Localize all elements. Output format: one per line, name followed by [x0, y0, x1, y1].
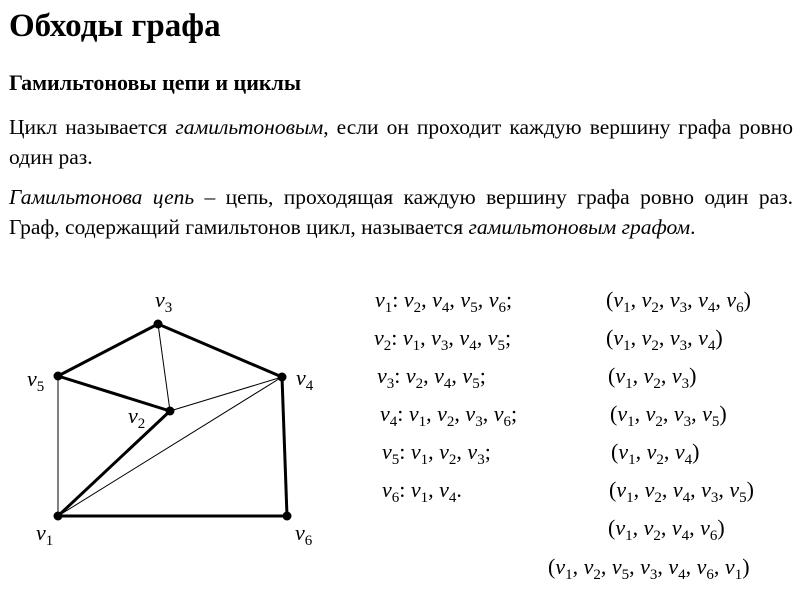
p1-text-start: Цикл называется	[9, 115, 176, 139]
page-title: Обходы графа	[9, 8, 221, 44]
vertex-v5	[54, 372, 63, 381]
path-item: ($v_1$, $v_2$, $v_4$, $v_6$)	[608, 515, 725, 544]
vertex-label-v1: $v_1$	[36, 520, 54, 549]
p2-text-middle: – цепь, проходящая каждую вершину графа ровно один раз. Граф, содержащий гамильтонов цикл, называется	[9, 185, 793, 239]
path-item: ($v_1$, $v_2$, $v_4$)	[611, 439, 700, 468]
edge-v5-v3	[58, 324, 158, 376]
path-item: ($v_1$, $v_2$, $v_3$, $v_4$, $v_6$)	[606, 287, 751, 316]
adjacency-row: $v_6$: $v_1$, $v_4$.	[382, 477, 462, 506]
vertex-label-v2: $v_2$	[128, 403, 146, 432]
vertex-v6	[283, 512, 292, 521]
edge-v3-v2	[158, 324, 170, 411]
p2-term2: гамильтоновым графом	[468, 215, 691, 239]
path-item: ($v_1$, $v_2$, $v_3$, $v_4$)	[606, 325, 723, 354]
path-item: ($v_1$, $v_2$, $v_3$)	[608, 363, 697, 392]
path-item: ($v_1$, $v_2$, $v_3$, $v_5$)	[610, 401, 727, 430]
section-subtitle: Гамильтоновы цепи и циклы	[9, 70, 302, 95]
p1-term: гамильтоновым	[175, 115, 324, 139]
path-item: ($v_1$, $v_2$, $v_4$, $v_3$, $v_5$)	[609, 477, 754, 506]
p2-term: Гамильтонова цепь	[9, 185, 195, 209]
path-item: ($v_1$, $v_2$, $v_5$, $v_3$, $v_4$, $v_6$, $v_1$)	[548, 554, 750, 583]
vertex-v3	[154, 320, 163, 329]
p1-text-rest: , если он проходит каждую вершину графа ровно один раз.	[9, 115, 793, 169]
graph-vertex-labels	[27, 287, 314, 549]
vertex-label-v5: $v_5$	[27, 366, 45, 395]
graph-edges	[58, 324, 287, 516]
vertex-v4	[278, 373, 287, 382]
adjacency-row: $v_3$: $v_2$, $v_4$, $v_5$;	[377, 363, 486, 392]
adjacency-row: $v_5$: $v_1$, $v_2$, $v_3$;	[382, 439, 491, 468]
adjacency-list	[374, 287, 517, 506]
adjacency-row: $v_2$: $v_1$, $v_3$, $v_4$, $v_5$;	[374, 325, 512, 354]
p2-text-end: .	[690, 215, 696, 239]
vertex-v1	[54, 512, 63, 521]
edge-v2-v4	[170, 377, 282, 411]
vertex-label-v4: $v_4$	[296, 365, 314, 394]
vertex-v2	[166, 407, 175, 416]
adjacency-row: $v_1$: $v_2$, $v_4$, $v_5$, $v_6$;	[375, 287, 513, 316]
edge-v6-v4	[282, 377, 287, 516]
graph-vertices	[54, 320, 292, 521]
vertex-label-v3: $v_3$	[155, 287, 173, 316]
edge-v1-v4	[58, 377, 282, 516]
adjacency-row: $v_4$: $v_1$, $v_2$, $v_3$, $v_6$;	[380, 401, 518, 430]
edge-v5-v2	[58, 376, 170, 411]
vertex-label-v6: $v_6$	[295, 520, 313, 549]
edge-v2-v1	[58, 411, 170, 516]
edge-v3-v4	[158, 324, 282, 377]
path-list	[548, 287, 754, 583]
